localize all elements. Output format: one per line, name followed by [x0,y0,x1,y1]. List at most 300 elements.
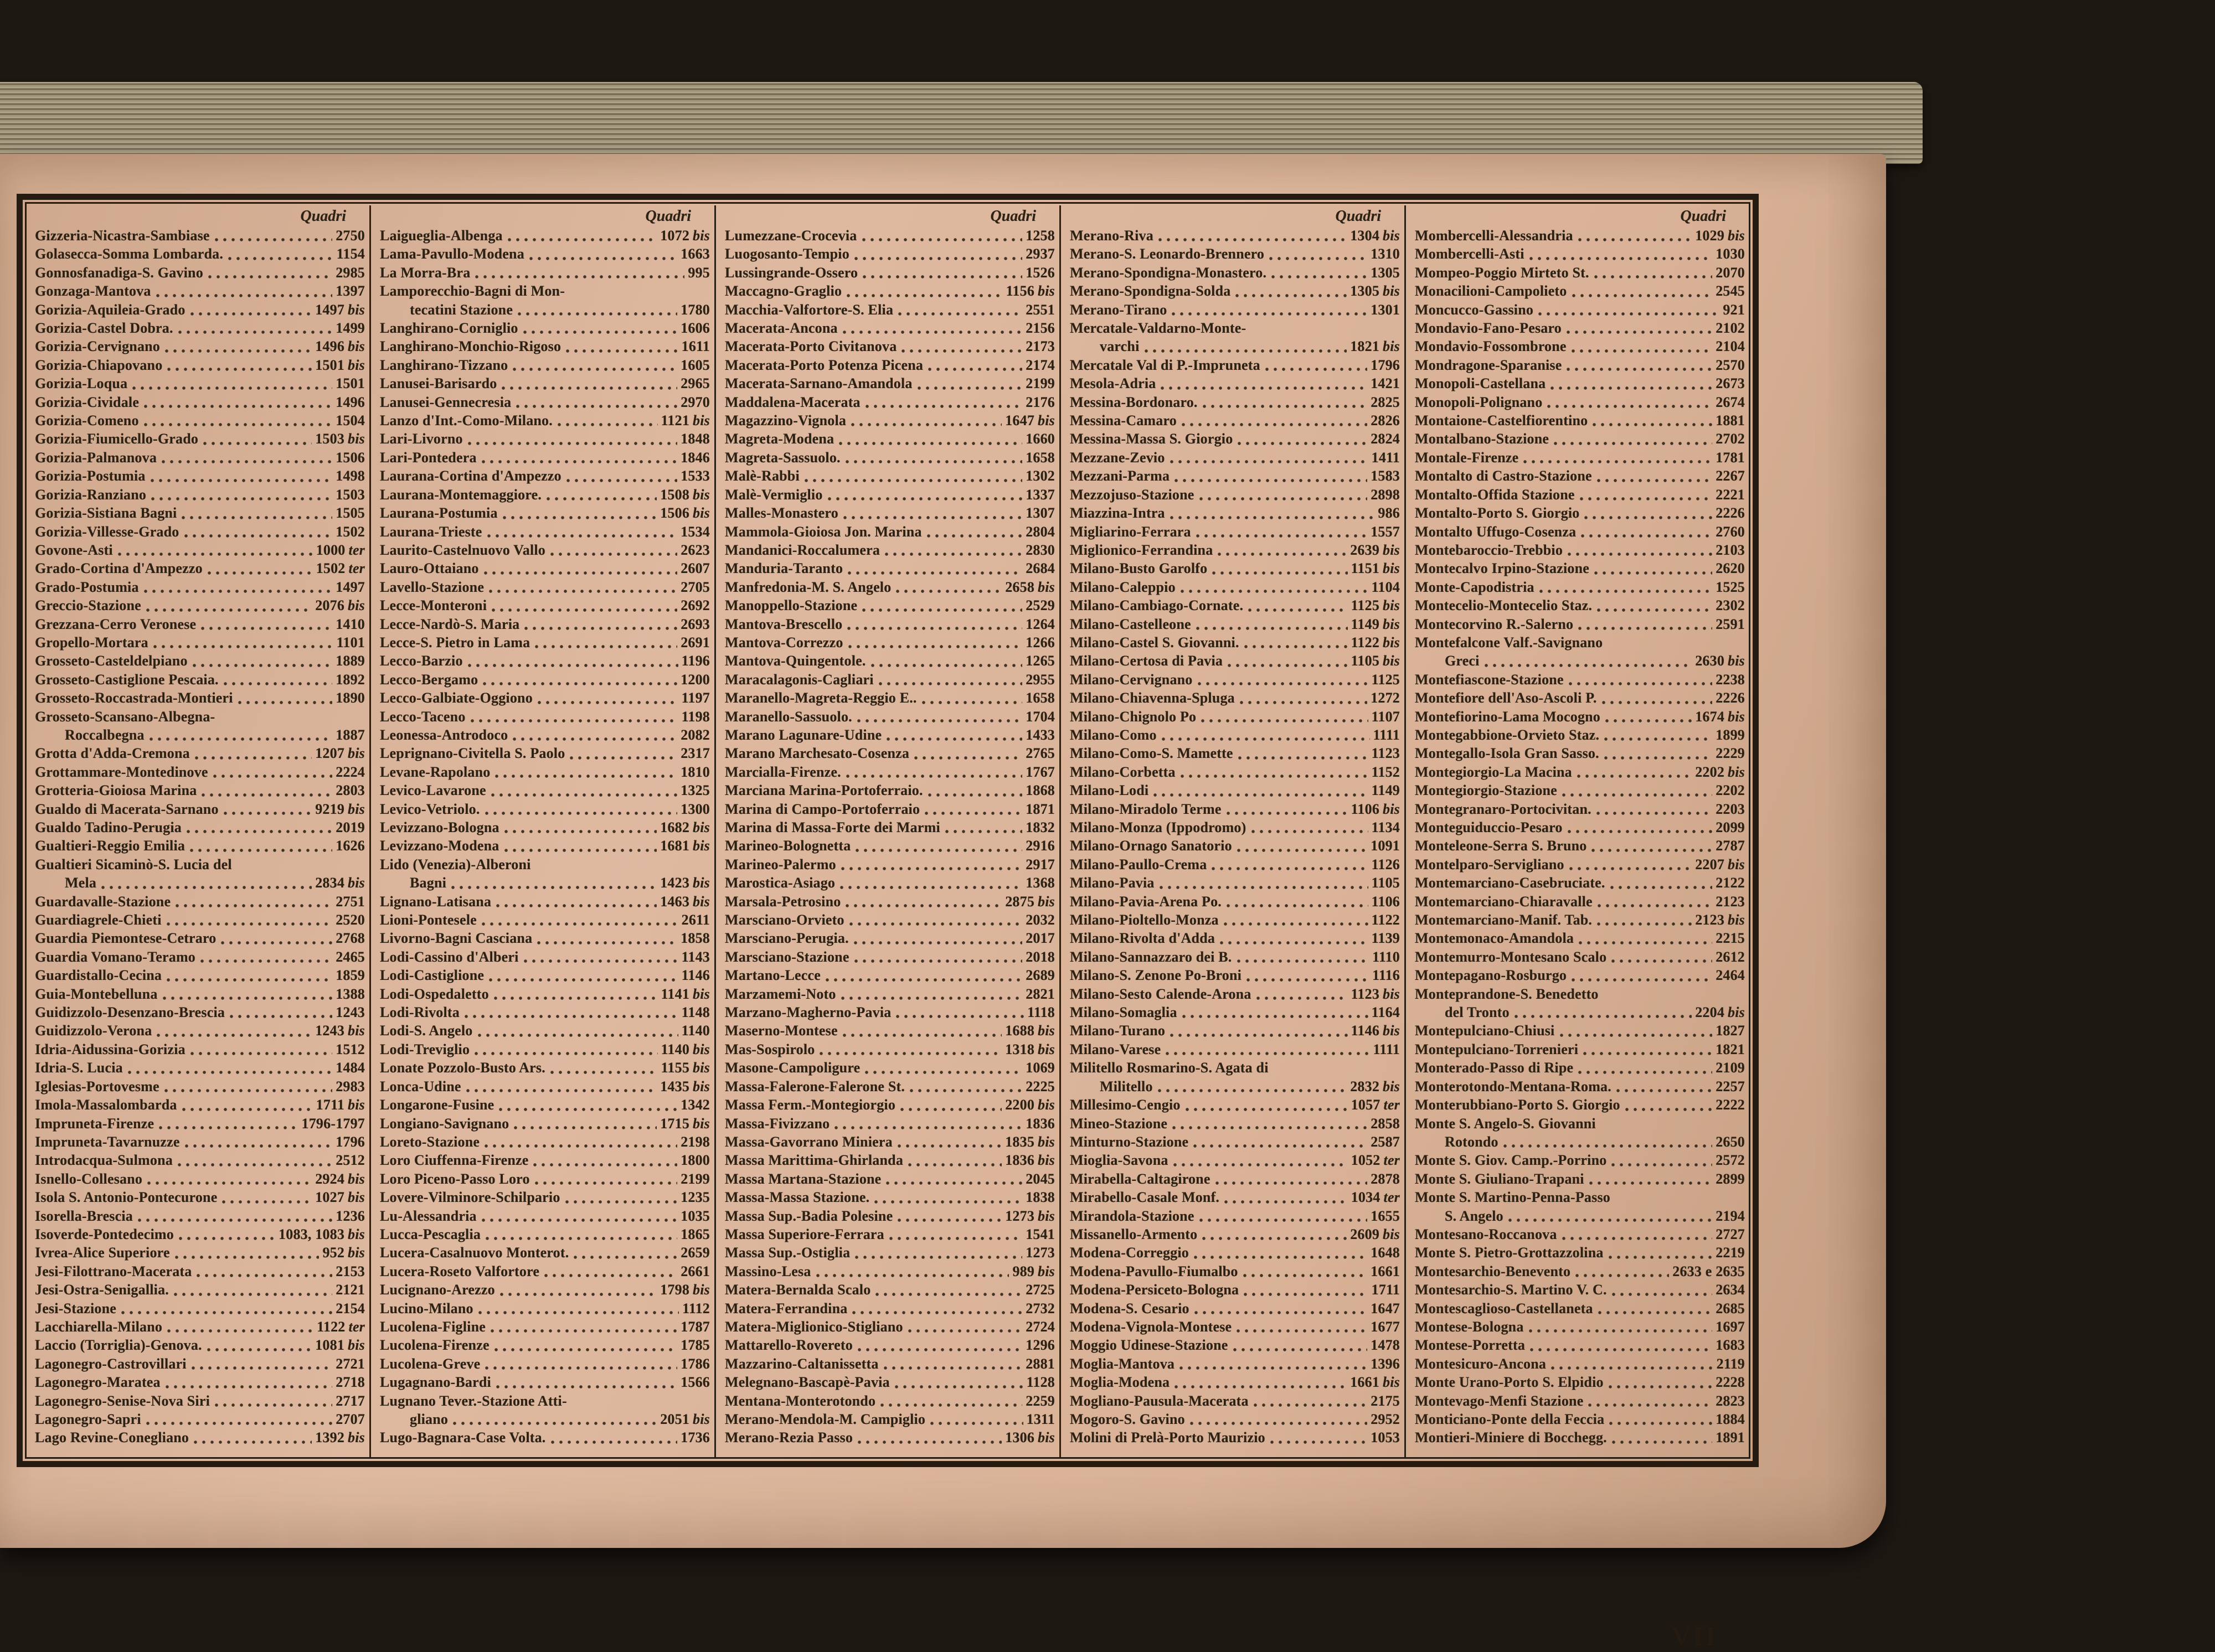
leader-dots [101,885,312,890]
leader-dots [513,737,677,741]
entry-name: Mombercelli-Alessandria [1415,228,1573,244]
leader-dots [896,589,1002,593]
index-entry [725,689,1055,707]
entry-name: Lama-Pavullo-Modena [380,246,524,262]
entry-name: Marciana Marina-Portoferraio. [725,782,923,799]
index-entry [380,226,710,245]
entry-name: Gorizia-Villesse-Grado [35,523,179,540]
leader-dots [840,885,1022,890]
entry-number: 1325 [681,782,710,799]
leader-dots [898,1144,1002,1148]
index-entry [380,1021,710,1040]
leader-dots [843,330,1022,334]
entry-number: 1663 [681,246,710,262]
entry-name: Merano-Mendola-M. Campiglio [725,1411,926,1427]
entry-name: Mondragone-Sparanise [1415,357,1562,373]
entry-number: 1134 [1371,819,1400,835]
entry-number: 1704 [1026,708,1055,725]
entry-name: Longiano-Savignano [380,1115,509,1132]
entry-number-suffix: bis [348,875,365,891]
entry-name: Montesicuro-Ancona [1415,1355,1547,1372]
entry-number: 2199 [1026,375,1055,392]
index-entry [1070,763,1400,781]
index-entry [35,1336,365,1354]
index-entry [35,1355,365,1373]
entry-number: 1272 [1371,690,1400,706]
entry-name: Miazzina-Intra [1070,505,1165,522]
entry-number: 1697 [1716,1318,1745,1335]
entry-name: Montese-Porretta [1415,1337,1526,1354]
entry-name: Lucolena-Figline [380,1318,486,1335]
index-entry [380,800,710,818]
leader-dots [1560,1033,1713,1037]
index-entry [1415,781,1745,799]
entry-number-suffix: ter [348,541,365,558]
entry-number: 1501 bis [315,357,365,373]
entry-name: Luogosanto-Tempio [725,246,849,262]
leader-dots [927,534,1023,538]
entry-name: Monte Urano-Porto S. Elpidio [1415,1374,1604,1391]
leader-dots [1246,978,1369,982]
leader-dots [1224,922,1368,926]
leader-dots [1562,1236,1713,1241]
index-entry [35,1318,365,1336]
leader-dots [190,1051,332,1056]
leader-dots [156,293,333,298]
leader-dots [1224,1200,1348,1204]
entry-number: 2529 [1026,597,1055,614]
entry-name: Mattarello-Rovereto [725,1337,853,1354]
entry-number-suffix: bis [1728,708,1745,725]
entry-name: Mantova-Correzzo [725,634,843,651]
entry-name: Mogoro-S. Gavino [1070,1411,1185,1427]
entry-name: Massino-Lesa [725,1263,811,1279]
leader-dots [855,1255,1022,1259]
leader-dots [1271,275,1367,279]
entry-name: Montesarchio-Benevento [1415,1263,1571,1279]
leader-dots [1212,571,1347,575]
index-entry [1415,1225,1745,1243]
entry-number: 1435 bis [660,1078,710,1095]
entry-name: Roccalbegna [65,726,145,743]
index-entry [1415,1133,1745,1151]
entry-number-suffix: bis [1383,1023,1400,1039]
entry-number: 2650 [1716,1133,1745,1150]
entry-number: 1715 bis [660,1115,710,1132]
entry-name: Lodi-Ospedaletto [380,985,489,1002]
column-header: Quadri [645,208,691,225]
entry-number: 1305 [1371,264,1400,281]
index-entry [1415,800,1745,818]
entry-name: Levizzano-Bologna [380,819,499,835]
leader-dots [1581,534,1712,538]
entry-name: Leonessa-Antrodoco [380,726,508,743]
entry-name: Moncucco-Gassino [1415,301,1534,318]
leader-dots [1233,1348,1368,1352]
index-entry [380,1410,710,1428]
entry-number: 1264 [1026,616,1055,632]
entry-number: 2718 [336,1374,365,1391]
entry-name: Milano-Certosa di Pavia [1070,653,1223,669]
index-entry [35,892,365,911]
entry-name: Milano-Castelleone [1070,616,1191,632]
entry-number-suffix: bis [1383,634,1400,651]
entry-name: Milano-Como [1070,726,1157,743]
entry-number: 1396 [1371,1355,1400,1372]
leader-dots [1203,404,1368,409]
index-entry [1415,393,1745,411]
leader-dots [492,608,677,612]
index-entry [1070,486,1400,504]
index-entry [35,264,365,282]
entry-name: Monacilioni-Campolieto [1415,283,1567,300]
index-entry [380,1151,710,1169]
entry-number-suffix: bis [348,1429,365,1446]
leader-dots [153,644,333,649]
index-entry [1070,818,1400,837]
entry-number: 2823 [1716,1392,1745,1409]
entry-number: 2259 [1026,1392,1055,1409]
leader-dots [908,1163,1002,1167]
entry-number: 2612 [1716,948,1745,965]
leader-dots [202,793,332,797]
entry-number: 2727 [1716,1226,1745,1242]
index-entry [1415,1207,1745,1225]
leader-dots [494,1348,678,1352]
index-entry [725,892,1055,911]
leader-dots [1609,1385,1712,1389]
entry-number: 1421 [1371,375,1400,392]
entry-number: 952 bis [322,1245,365,1261]
entry-name: Grosseto-Castiglione Pescaia. [35,671,219,688]
entry-name: Lanusei-Barisardo [380,375,497,392]
entry-number: 1072 bis [660,228,710,244]
index-entry [1415,929,1745,947]
entry-name: Mondavio-Fossombrone [1415,338,1567,355]
entry-number-suffix: bis [693,819,710,835]
leader-dots [1594,275,1712,279]
leader-dots [945,829,1022,834]
entry-name: Montegiorgio-La Macina [1415,763,1572,780]
entry-name: Isorella-Brescia [35,1207,133,1224]
entry-number: 2659 [681,1245,710,1261]
leader-dots [1162,737,1370,741]
entry-number: 2674 [1716,394,1745,410]
leader-dots [908,1329,1023,1333]
entry-name: Maccagno-Graglio [725,283,842,300]
entry-number: 1106 bis [1351,801,1400,817]
entry-number: 1397 [336,283,365,300]
entry-name: Modena-Persiceto-Bologna [1070,1282,1239,1298]
entry-name: Mineo-Stazione [1070,1115,1168,1132]
entry-number: 2916 [1026,838,1055,854]
index-entry [35,1299,365,1318]
index-entry [35,652,365,670]
leader-dots [551,1440,678,1444]
index-entry [35,245,365,263]
entry-number: 1105 [1371,875,1400,891]
entry-number-suffix: bis [1728,912,1745,928]
leader-dots [1575,1273,1669,1278]
index-entry [35,559,365,577]
index-entry [1415,837,1745,855]
entry-name: Marsciano-Orvieto [725,912,844,928]
entry-name: Gualdo di Macerata-Sarnano [35,801,219,817]
leader-dots [193,663,333,668]
index-entry [725,708,1055,726]
leader-dots [1588,1403,1712,1407]
entry-number: 1836 [1026,1115,1055,1132]
leader-dots [1584,515,1712,520]
index-entry [380,615,710,633]
index-entry [35,726,365,744]
leader-dots [1145,349,1347,353]
entry-name: Lioni-Pontesele [380,912,477,928]
entry-name: Mazzarino-Caltanissetta [725,1355,879,1372]
entry-name: Montecelio-Montecelio Staz. [1415,597,1593,614]
entry-number: 1496 [336,394,365,410]
entry-number: 1661 bis [1350,1374,1400,1391]
index-entry [35,689,365,707]
index-entry [380,523,710,541]
entry-name: Marina di Massa-Forte dei Marmi [725,819,940,835]
entry-name: Marineo-Bolognetta [725,838,851,854]
leader-dots [1170,1033,1348,1037]
index-entry [1070,929,1400,947]
entry-number: 1506 bis [660,505,710,522]
entry-name: Gorizia-Postumia [35,468,146,484]
index-entry [1070,319,1400,337]
leader-dots [550,1070,658,1075]
entry-number: 1781 [1716,449,1745,466]
leader-dots [504,829,657,834]
entry-number: 1306 bis [1005,1429,1055,1446]
entry-name: Malè-Rabbi [725,468,800,484]
entry-number: 1243 [336,1004,365,1021]
index-entry [380,948,710,966]
entry-number: 2032 [1026,912,1055,928]
index-entry [35,874,365,892]
entry-name: Guardia Vomano-Teramo [35,948,195,965]
entry-number-suffix: bis [1728,228,1745,244]
entry-name: Marzano-Magherno-Pavia [725,1004,892,1021]
entry-number-suffix: bis [348,597,365,614]
index-entry [1415,1243,1745,1262]
index-entry [35,763,365,781]
index-column-4 [1061,205,1406,1458]
leader-dots [167,978,332,982]
entry-number: 1767 [1026,763,1055,780]
entry-number: 1342 [681,1097,710,1113]
entry-number: 1423 bis [660,875,710,891]
entry-number: 1501 [336,375,365,392]
entry-number: 1648 [1371,1245,1400,1261]
entry-number: 1711 [1371,1282,1400,1298]
index-entry [1415,708,1745,726]
entry-number: 1503 [336,486,365,503]
leader-dots [1193,1144,1367,1148]
leader-dots [874,1200,1022,1204]
leader-dots [1539,589,1712,593]
leader-dots [1485,663,1692,668]
index-entry [1415,911,1745,929]
index-entry [725,633,1055,652]
leader-dots [922,700,1023,705]
leader-dots [1572,293,1713,298]
leader-dots [898,312,1022,316]
entry-number: 2760 [1716,523,1745,540]
leader-dots [164,1088,332,1093]
leader-dots [550,552,677,556]
index-entry [1415,282,1745,300]
index-entry [380,541,710,559]
index-entry [725,448,1055,467]
leader-dots [1270,1440,1367,1444]
index-entry [1070,448,1400,467]
index-entry [380,689,710,707]
entry-number: 1871 [1026,801,1055,817]
index-entry [1415,430,1745,448]
entry-name: Jesi-Ostra-Senigallia. [35,1282,169,1298]
entry-name: Messina-Massa S. Giorgio [1070,431,1233,447]
entry-number-suffix: bis [1038,893,1055,910]
entry-name: Montese-Bologna [1415,1318,1524,1335]
leader-dots [524,959,678,963]
entry-name: Massa-Falerone-Falerone St. [725,1078,905,1095]
entry-number: 2937 [1026,246,1055,262]
entry-number-suffix: bis [693,505,710,522]
index-entry [725,1188,1055,1206]
entry-name: Milano-Caleppio [1070,579,1176,595]
index-entry [1070,1021,1400,1040]
entry-name: Grotteria-Gioiosa Marina [35,782,197,799]
leader-dots [1577,774,1692,778]
index-entry [725,670,1055,689]
leader-dots [496,1385,677,1389]
entry-name: Montegabbione-Orvieto Staz. [1415,726,1600,743]
entry-number: 2224 [336,763,365,780]
entry-name: Lecco-Taceno [380,708,466,725]
leader-dots [221,941,332,945]
entry-number: 1151 bis [1351,560,1400,577]
index-entry [1070,1392,1400,1410]
index-entry [725,1299,1055,1318]
index-entry [1070,541,1400,559]
leader-dots [167,922,333,926]
entry-name: Monte-Capodistria [1415,579,1534,595]
entry-number: 2520 [336,912,365,928]
entry-name: Golasecca-Somma Lombarda. [35,246,224,262]
entry-number: 2122 [1716,875,1745,891]
index-entry [1415,966,1745,984]
entry-number-suffix: bis [693,875,710,891]
entry-name: Greci [1445,653,1480,669]
index-entry [380,985,710,1003]
leader-dots [1269,256,1367,261]
entry-name: Militello Rosmarino-S. Agata di [1070,1060,1269,1076]
entry-number: 1499 [336,320,365,337]
index-entry [725,781,1055,799]
index-entry [380,596,710,615]
entry-name: Montemarciano-Casebruciate. [1415,875,1605,891]
entry-name: Matera-Bernalda Scalo [725,1282,871,1298]
entry-name: Monteguiduccio-Pesaro [1415,819,1563,835]
leader-dots [157,1033,312,1037]
entry-number: 1681 bis [660,838,710,854]
index-entry [1415,264,1745,282]
entry-number: 989 bis [1012,1263,1055,1279]
entry-name: La Morra-Bra [380,264,471,281]
index-entry [725,1151,1055,1169]
entry-name: Massa Superiore-Ferrara [725,1226,884,1242]
entry-number: 1057 ter [1351,1097,1400,1113]
leader-dots [1569,682,1713,686]
index-entry [1070,1077,1400,1096]
entry-name: Marsciano-Stazione [725,948,849,965]
leader-dots [207,1348,312,1352]
entry-number: 2707 [336,1411,365,1427]
leader-dots [1610,885,1713,890]
entry-number: 2267 [1716,468,1745,484]
leader-dots [918,386,1023,390]
leader-dots [1182,422,1367,427]
entry-name: Lucignano-Arezzo [380,1282,495,1298]
entry-number: 1484 [336,1060,365,1076]
entry-name: Monte S. Martino-Penna-Passo [1415,1189,1610,1206]
index-entry [35,1096,365,1114]
index-entry [725,652,1055,670]
leader-dots [841,996,1023,1000]
column-header: Quadri [1680,208,1726,225]
entry-name: Montepagano-Rosburgo [1415,967,1567,984]
entry-number: 995 [688,264,710,281]
entry-number: 2985 [336,264,365,281]
entry-name: Marsala-Petrosino [725,893,841,910]
index-entry [725,744,1055,762]
entry-number-suffix: bis [1383,1226,1400,1242]
index-entry [380,467,710,485]
entry-number-suffix: bis [1728,763,1745,780]
entry-number: 2045 [1026,1170,1055,1187]
entry-name: Lignano-Latisana [380,893,492,910]
index-entry [725,541,1055,559]
entry-name: Montalto Uffugo-Cosenza [1415,523,1577,540]
entry-name: Lonate Pozzolo-Busto Ars. [380,1060,545,1076]
entry-number: 1122 [1371,912,1400,928]
leader-dots [1611,1163,1712,1167]
leader-dots [513,367,677,371]
entry-number: 1000 ter [316,541,365,558]
leader-dots [451,885,657,890]
entry-name: Guidizzolo-Desenzano-Brescia [35,1004,225,1021]
leader-dots [514,1126,657,1130]
leader-dots [1198,682,1368,686]
entry-name: Guardia Piemontese-Cetraro [35,930,217,947]
entry-number: 1798 bis [660,1282,710,1298]
entry-number: 1083, 1083 bis [279,1226,365,1242]
index-entry [725,1410,1055,1428]
entry-name: Mantova-Brescello [725,616,843,632]
entry-name: Mompeo-Poggio Mirteto St. [1415,264,1589,281]
entry-name: Lagonegro-Sapri [35,1411,141,1427]
entry-number: 1868 [1026,782,1055,799]
index-entry [1415,855,1745,874]
leader-dots [910,1088,1022,1093]
entry-name: Malles-Monastero [725,505,838,522]
entry-name: Gorizia-Castel Dobra. [35,320,173,337]
index-entry [380,1262,710,1281]
index-entry [380,1225,710,1243]
